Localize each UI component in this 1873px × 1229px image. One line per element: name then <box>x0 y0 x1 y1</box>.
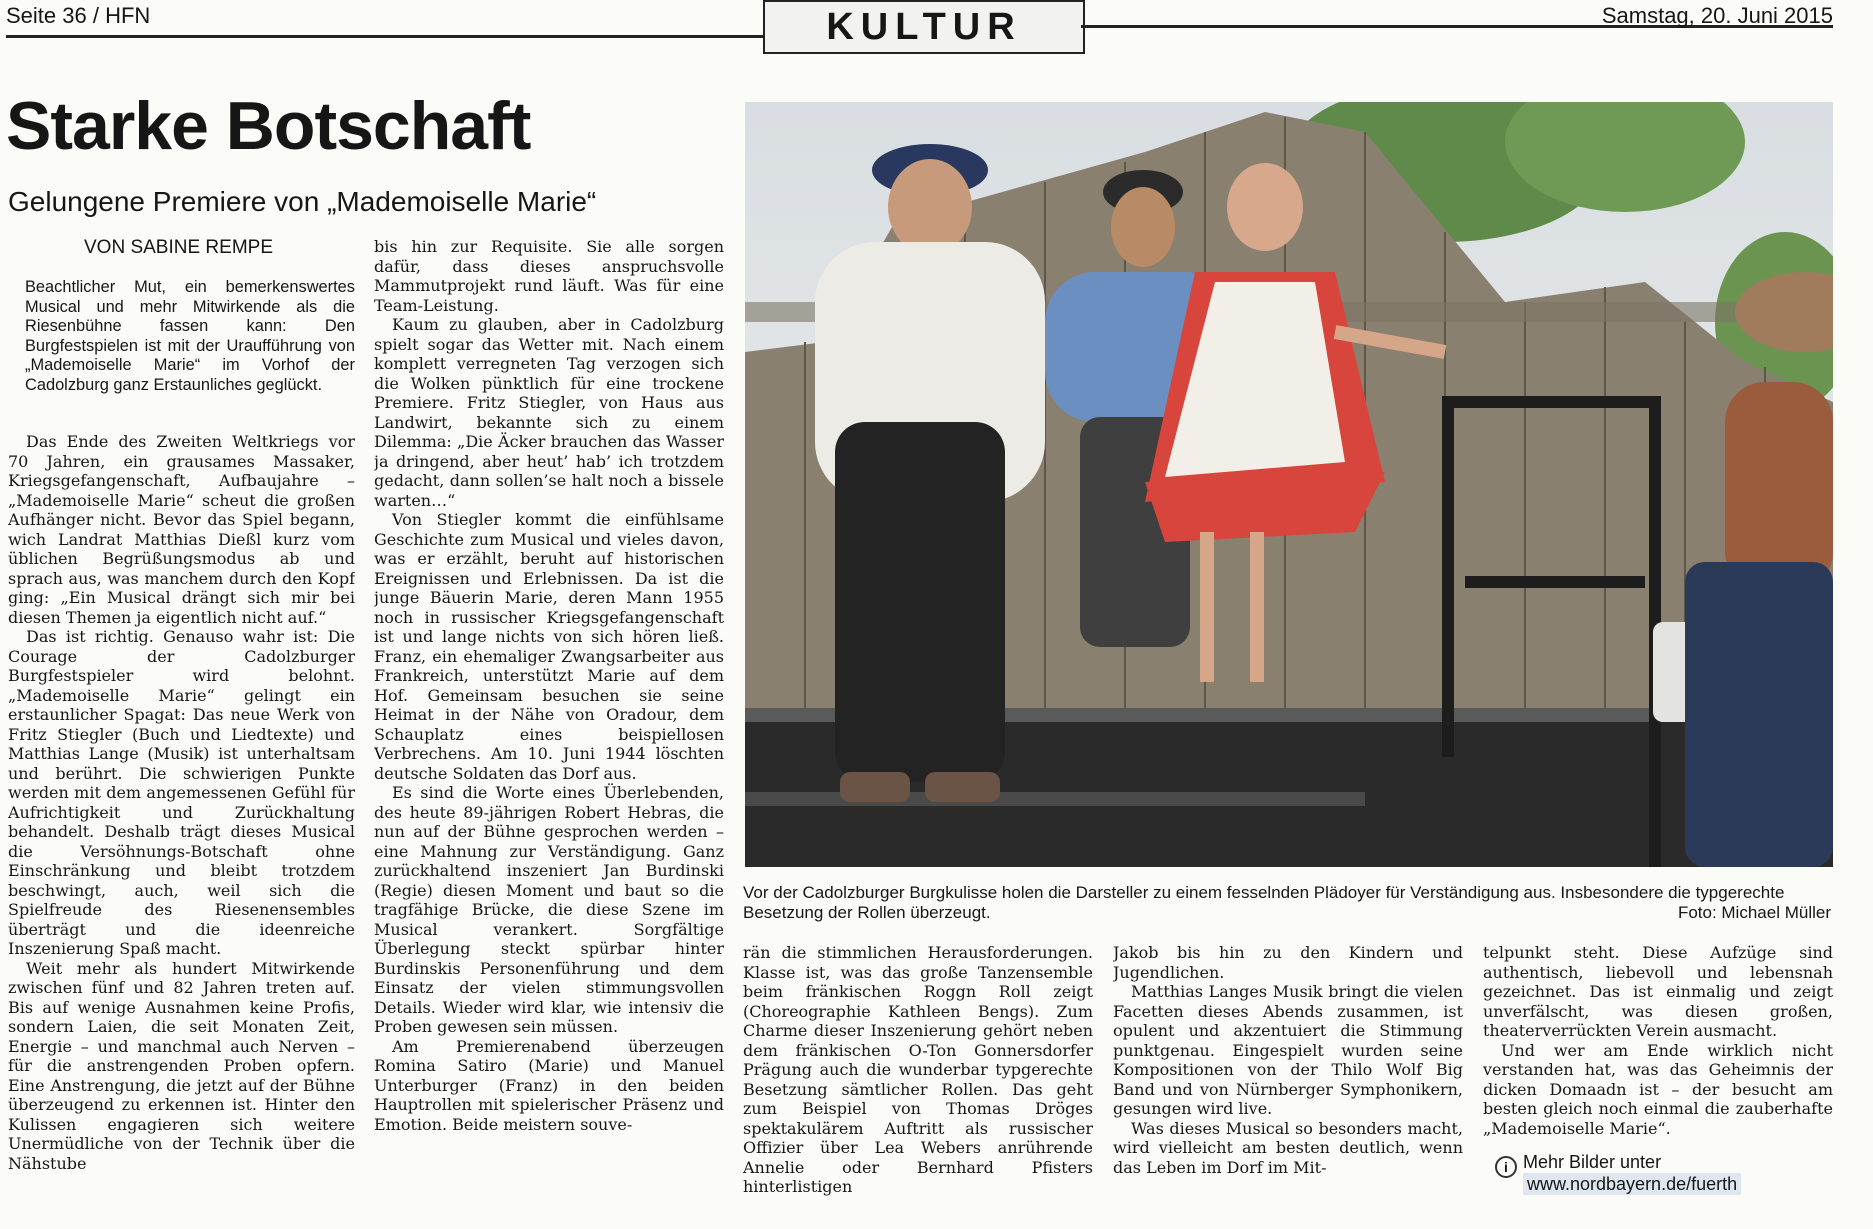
photo-credit: Foto: Michael Müller <box>1677 903 1831 922</box>
paragraph: Jakob bis hin zu den Kindern und Jugendlichen. <box>1113 943 1463 982</box>
stage-photo <box>745 102 1833 867</box>
more-photos-label: Mehr Bilder unter <box>1523 1152 1662 1172</box>
section-label: KULTUR <box>763 0 1085 54</box>
info-icon: i <box>1495 1156 1517 1178</box>
paragraph: Matthias Langes Musik bringt die vielen Facetten dieses Abends zusammen, ist opulent und akzentuiert die Stimmung punktgenau. Eingespielt wurden seine Kompositionen von der Thilo Wolf Big Band und von Nürnberger Symphonikern, gesungen wird live. <box>1113 982 1463 1118</box>
header-rule-left <box>6 35 763 38</box>
paragraph: Kaum zu glauben, aber in Cadolzburg spielt sogar das Wetter mit. Nach einem komplett verregneten Tag verzogen sich die Wolken pünktlich für eine trockene Premiere. Fritz Stiegler, von Haus aus Landwirt, bekannte sich zu einem Dilemma: „Die Äcker brauchen das Wasser ja dringend, aber heut’ hab’ ich trotzdem gedacht, dann sollen’se halt noch a bissele warten…“ <box>374 315 724 510</box>
paragraph: Es sind die Worte eines Überlebenden, des heute 89-jährigen Robert Hebras, die nun auf der Bühne gesprochen werden – eine Mahnung zur Verständigung. Ganz zurückhaltend inszeniert Jan Burdinski (Regie) diesen Moment und baut so die tragfähige Brücke, die diese Szene im Musical verankert. Sorgfältige Überlegung steckt spürbar hinter Burdinskis Personenführung und dem Einsatz der vielen stimmungsvollen Details. Wieder wird klar, wie intensiv die Proben gewesen sein müssen. <box>374 783 724 1036</box>
paragraph: bis hin zur Requisite. Sie alle sorgen dafür, dass dieses anspruchsvolle Mammutprojekt rund läuft. Was für eine Team-Leistung. <box>374 237 724 315</box>
more-photos-link[interactable]: www.nordbayern.de/fuerth <box>1523 1173 1741 1195</box>
more-photos-box <box>1501 1151 1741 1195</box>
paragraph: Das ist richtig. Genauso wahr ist: Die Courage der Cadolzburger Burgfestspieler wird belohnt. „Mademoiselle Marie“ gelingt ein erstaunlicher Spagat: Das neue Werk von Fritz Stiegler (Buch und Liedtexte) und Matthias Lange (Musik) ist unterhaltsam und berührt. Die schwierigen Punkte werden mit dem angemessenen Gefühl für Aufrichtigkeit und Zurückhaltung behandelt. Deshalb trägt dieses Musical die Versöhnungs-Botschaft ohne Einschränkung und bleibt trotzdem beschwingt, auch, weil sich die Spielfreude des Riesenensembles überträgt und die ideenreiche Inszenierung Spaß macht. <box>8 627 355 958</box>
paragraph: Von Stiegler kommt die einfühlsame Geschichte zum Musical und vieles davon, was er erzählt, beruht auf historischen Ereignissen und Erlebnissen. Da ist die junge Bäuerin Marie, deren Mann 1955 noch in russischer Kriegsgefangenschaft ist und lange nichts von sich hören ließ. Franz, ein ehemaliger Zwangsarbeiter aus Frankreich, unterstützt Marie auf dem Hof. Gemeinsam besuchen sie seine Heimat in der Nähe von Oradour, dem Schauplatz eines beispiellosen Verbrechens. Am 10. Juni 1944 löschten deutsche Soldaten das Dorf aus. <box>374 510 724 783</box>
issue-date: Samstag, 20. Juni 2015 <box>1601 3 1833 28</box>
article-column-5 <box>1483 943 1833 1143</box>
paragraph: Das Ende des Zweiten Weltkriegs vor 70 Jahren, ein grausames Massaker, Kriegsgefangenschaft, Aufbaujahre – „Mademoiselle Marie“ scheut die großen Aufhänger nicht. Bevor das Spiel begann, wich Landrat Matthias Dießl kurz vom üblichen Begrüßungsmodus ab und sprach aus, was manchem durch den Kopf ging: „Ein Musical drängt sich mir bei diesen Themen ja eigentlich nicht auf.“ <box>8 432 355 627</box>
paragraph: Was dieses Musical so besonders macht, wird vielleicht am besten deutlich, wenn das Leben im Dorf im Mit- <box>1113 1118 1463 1177</box>
paragraph: telpunkt steht. Diese Aufzüge sind authentisch, liebevoll und lebensnah gezeichnet. Das ist einmalig und zeigt unverfälscht, was diesen großen, theaterverrückten Verein ausmacht. <box>1483 943 1833 1040</box>
paragraph: Am Premierenabend überzeugen Romina Satiro (Marie) und Manuel Unterburger (Franz) in den beiden Hauptrollen mit spielerischer Präsenz und Emotion. Beide meistern souve- <box>374 1036 724 1134</box>
photo-caption: Vor der Cadolzburger Burgkulisse holen die Darsteller zu einem fesselnden Plädoyer für Verständigung aus. Insbesondere die typgerechte Besetzung der Rollen überzeugt. <box>743 883 1785 922</box>
article-column-4 <box>1113 943 1463 1197</box>
article-lead: Beachtlicher Mut, ein bemerkenswertes Musical und mehr Mitwirkende als die Riesenbühne fassen kann: Den Burgfestspielen ist mit der Uraufführung von „Mademoiselle Marie“ im Vorhof der Cadolzburg ganz Erstaunliches geglückt. <box>25 278 355 394</box>
article-headline: Starke Botschaft <box>6 88 531 164</box>
photo-caption-block <box>743 883 1831 923</box>
paragraph: Und wer am Ende wirklich nicht verstanden hat, was das Geheimnis der dicken Domaadn ist – der besucht am besten gleich noch einmal die zauberhafte „Mademoiselle Marie“. <box>1483 1040 1833 1138</box>
article-subheadline: Gelungene Premiere von „Mademoiselle Marie“ <box>8 186 597 217</box>
article-column-2 <box>374 237 724 1197</box>
byline: VON SABINE REMPE <box>84 237 273 258</box>
paragraph: Weit mehr als hundert Mitwirkende zwischen fünf und 82 Jahren treten auf. Bis auf wenige Ausnahmen keine Profis, sondern Laien, die seit Monaten Zeit, Energie – und manchmal auch Nerven – für die anstrengenden Proben opfern. Eine Anstrengung, die jetzt auf der Bühne überzeugend zu erkennen ist. Hinter den Kulissen engagieren sich weitere Unermüdliche von der Technik über die Nähstube <box>8 958 355 1173</box>
paragraph: rän die stimmlichen Herausforderungen. Klasse ist, was das große Tanzensemble beim fränkischen Roggn Roll zeigt (Choreographie Kathleen Bengs). Zum Charme dieser Inszenierung gehört neben dem fränkischen O-Ton Gonnersdorfer Prägung auch die wunderbar typgerechte Besetzung sämtlicher Rollen. Das geht zum Beispiel von Thomas Dröges spektakulärem Auftritt als russischer Offizier über Lea Webers anrührende Annelie oder Bernhard Pfisters hinterlistigen <box>743 943 1093 1196</box>
page-info: Seite 36 / HFN <box>6 3 151 28</box>
article-column-3 <box>743 943 1093 1197</box>
article-column-1 <box>8 432 355 1197</box>
